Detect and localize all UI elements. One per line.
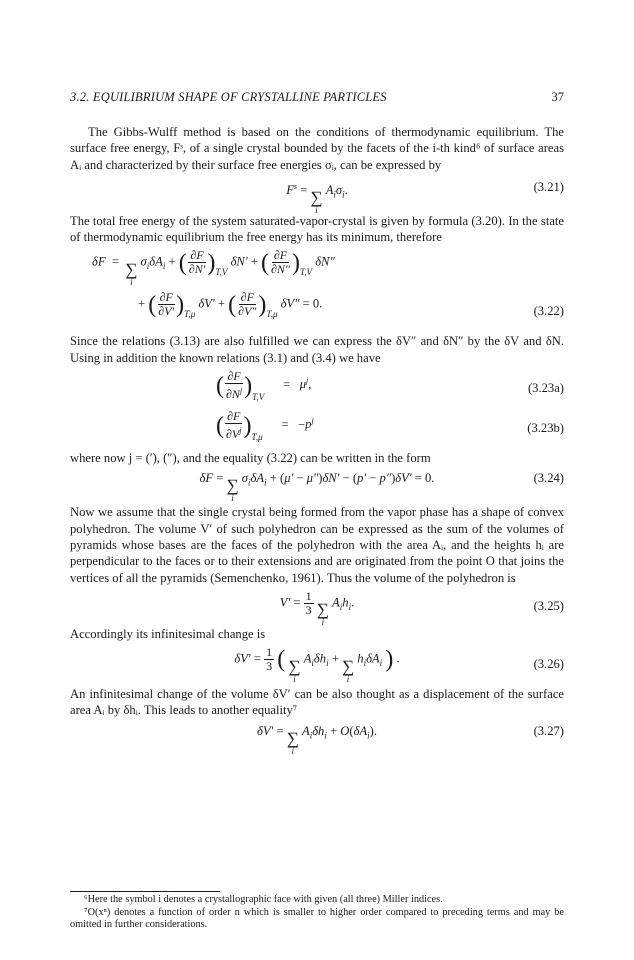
equation-3-22-line2: + ( $\frac{\partial F}{\partial V'}$ ) T,μ δV′ + ( $\frac{\partial F}{\partial V''}$ ) T,μ δV″ = 0. (3.22) [138,290,564,320]
equation-3-21: $F^s$ = ∑ i $A_i\sigma_i$. (3.21) [286,179,564,216]
running-head [70,90,564,108]
paragraph-infinitesimal-change: Accordingly its infinitesimal change is [70,626,266,641]
equation-tag: (3.24) [533,471,564,486]
page-body [70,124,564,756]
equation-tag: (3.22) [533,304,564,319]
paragraph-polyhedron: Now we assume that the single crystal being formed from the vapor phase has a shape of convex polyhedron. The volume V′ of such polyhedron can be expressed as the sum of the volumes of pyramids whose bases are the faces of the polyhedron with the area Aᵢ, and the heights hᵢ are perpendicular to the faces or to their extensions and are originated from the point O that joins the vertices of all the pyramids (Semenchenko, 1961). Thus the volume of the polyhedron is [70,505,564,585]
equation-3-22-line1: δF = ∑ i $\sigma_i\delta A_i$ + ( $\frac{\partial F}{\partial N'}$ ) T,V δN′ + ( $\frac{\partial F}{\partial N''}$ ) T,V δN″ [92,248,335,287]
running-head-title: 3.2. EQUILIBRIUM SHAPE OF CRYSTALLINE PARTICLES [70,90,387,104]
equation-3-27: δV′ = ∑ i $A_i\delta h_i + O(\delta A_i)$. (3.27) [256,723,564,756]
equation-3-25: V′ = $\frac{1}{3}$ ∑ i $A_ih_i$. (3.25) [279,588,564,628]
equation-tag: (3.21) [533,179,564,194]
paragraph-total-free-energy: The total free energy of the system saturated-vapor-crystal is given by formula (3.20). In the state of thermodynamic equilibrium the free energy has its minimum, therefore [70,213,564,245]
footnotes [70,894,564,932]
footnote-7: ⁷O(xⁿ) denotes a function of order n which is smaller to higher order compared to preceding terms and may be omitted in further considerations. [70,906,564,930]
equation-tag: (3.26) [533,657,564,672]
equation-3-26: δV′ = $\frac{1}{3}$ ( ∑ i $A_i\delta h_i$ + ∑ i $h_i\delta A_i$ ) . (3.26) [234,645,564,684]
equation-tag: (3.23b) [527,421,564,436]
paragraph-gibbs-wulff: The Gibbs-Wulff method is based on the conditions of thermodynamic equilibrium. The surface free energy, Fˢ, of a single crystal bounded by the facets of the i-th kind⁶ of surface areas Aᵢ and characterized by their surface free energies σᵢ, can be expressed by [70,125,564,172]
equation-tag: (3.23a) [527,381,564,396]
page-number: 37 [551,90,564,104]
footnote-6: ⁶Here the symbol i denotes a crystallographic face with given (all three) Miller indices. [84,894,443,905]
equation-tag: (3.25) [533,598,564,613]
equation-tag: (3.27) [533,723,564,738]
footnote-rule [70,891,220,892]
paragraph-displacement: An infinitesimal change of the volume δV′ can be also thought as a displacement of the surface area Aᵢ by δhᵢ. This leads to another equality⁷ [70,687,564,718]
equation-3-23a: ( $\frac{\partial F}{\partial N^j}$ ) T,V = $\mu^j$, (3.23a) [216,369,564,402]
equation-3-24: δF = ∑ i $\sigma_i\delta A_i + (\mu' - \mu'')\delta N' - (p' - p'')\delta V' = 0$. (3.24) [199,471,564,504]
paragraph-where-j: where now j = (′), (″), and the equality (3.22) can be written in the form [70,451,431,466]
equation-3-23b: ( $\frac{\partial F}{\partial V^j}$ ) T,μ = $-p^j$ (3.23b) [216,409,564,442]
paragraph-relations: Since the relations (3.13) are also fulfilled we can express the δV″ and δN″ by the δV and δN. Using in addition the known relations (3.1) and (3.4) we have [70,334,564,365]
